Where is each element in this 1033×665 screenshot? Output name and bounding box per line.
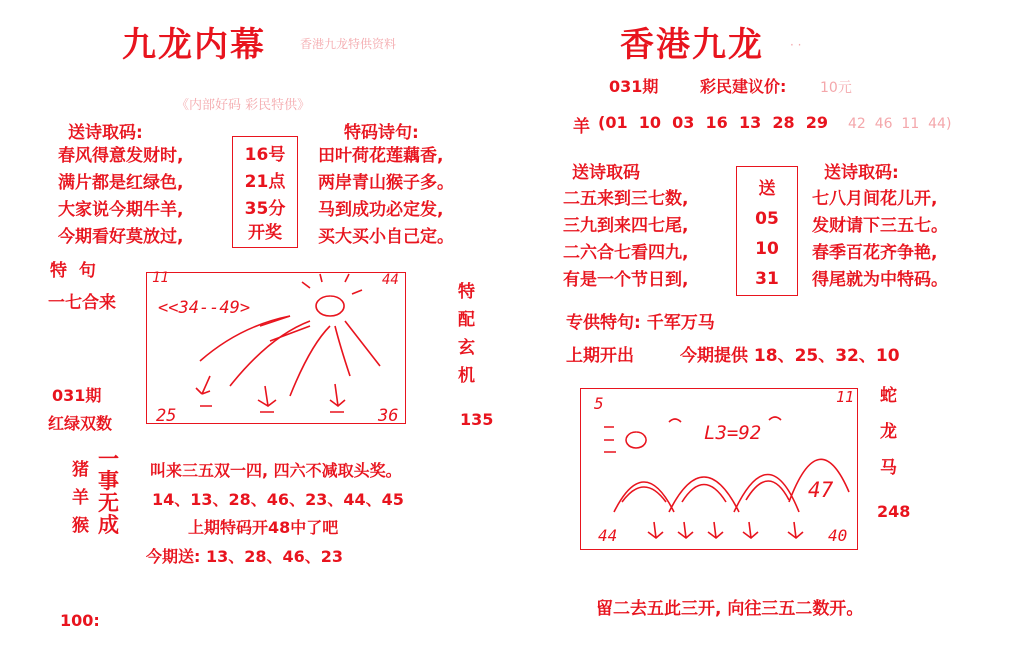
motto-char: 一 (98, 447, 119, 471)
right-title-faint: · · (790, 38, 802, 52)
left-line4: 今期送: 13、28、46、23 (146, 547, 344, 566)
right-drawing (574, 382, 864, 552)
right-send-label-left: 送诗取码 (572, 163, 640, 183)
box-line: 21点 (244, 172, 286, 192)
left-issue: 031期 (52, 386, 102, 405)
box-line: 16号 (244, 145, 286, 165)
poem-line: 有是一个节日到, (563, 270, 689, 290)
right-drawing-n47: 47 (808, 478, 834, 502)
right-drawing-n5: 5 (594, 394, 604, 413)
right-price-faint: 10元 (820, 80, 852, 96)
left-title: 九龙内幕 (122, 25, 266, 65)
poem-line: 二五来到三七数, (563, 189, 689, 209)
left-motto (98, 448, 119, 536)
right-zodiac (880, 378, 897, 486)
box-line: 送 (758, 179, 776, 199)
left-poem-left (58, 143, 183, 251)
left-drawing-scribble: <<34--49> (158, 298, 251, 318)
poem-line: 大家说今期牛羊, (58, 200, 184, 220)
zodiac-char: 蛇 (880, 386, 897, 406)
box-line: 10 (755, 239, 779, 259)
poem-line: 田叶荷花莲藕香, (318, 146, 444, 166)
left-drawing-n11: 11 (152, 270, 169, 286)
zodiac-char: 马 (880, 458, 897, 478)
left-poem-right (318, 143, 454, 251)
box-line: 开奖 (248, 223, 282, 243)
right-row1-prefix: 羊 (573, 117, 590, 137)
right-footer: 留二去五此三开, 向往三五二数开。 (596, 599, 864, 619)
xuanji-char: 特 (458, 282, 475, 302)
right-title: 香港九龙 (620, 25, 764, 65)
right-center-box-text (746, 174, 788, 294)
left-line2: 14、13、28、46、23、44、45 (152, 490, 404, 509)
left-animals (72, 456, 89, 540)
left-title-faint: 香港九龙特供资料 (300, 37, 397, 51)
motto-char: 事 (98, 469, 119, 493)
right-send-label-right: 送诗取码: (824, 163, 899, 183)
xuanji-char: 机 (458, 366, 475, 386)
right-price-label: 彩民建议价: (700, 77, 787, 96)
right-poem-left (563, 186, 688, 294)
left-line3: 上期特码开48中了吧 (188, 518, 339, 537)
left-code-135: 135 (460, 410, 494, 429)
left-price: 100: (60, 611, 100, 630)
poem-line: 二六合七看四九, (563, 243, 689, 263)
right-provide: 今期提供 18、25、32、10 (680, 346, 900, 366)
right-code-248: 248 (877, 502, 911, 521)
right-poem-right (812, 186, 948, 294)
animal-char: 猪 (72, 460, 89, 480)
poem-line: 买大买小自己定。 (318, 227, 454, 247)
left-special-phrase-label: 特 句 (50, 261, 96, 281)
poem-line: 今期看好莫放过, (58, 227, 184, 247)
left-drawing-n25: 25 (156, 406, 177, 426)
right-drawing-n40: 40 (828, 526, 848, 545)
poem-line: 得尾就为中特码。 (812, 270, 948, 290)
poem-line: 两岸青山猴子多。 (318, 173, 454, 193)
poem-line: 春季百花齐争艳, (812, 243, 938, 263)
box-line: 35分 (244, 199, 286, 219)
left-drawing (140, 266, 410, 426)
right-issue: 031期 (609, 77, 659, 96)
left-center-box-text (240, 142, 290, 243)
right-drawing-n11: 11 (836, 388, 855, 406)
box-line: 05 (755, 209, 779, 229)
poem-line: 春风得意发财时, (58, 146, 184, 166)
zodiac-char: 龙 (880, 422, 897, 442)
poem-line: 七八月间花儿开, (812, 189, 938, 209)
left-special-poem-label: 特码诗句: (344, 123, 419, 143)
left-red-green: 红绿双数 (48, 414, 113, 433)
left-special-xuanji (458, 278, 475, 390)
right-drawing-n44: 44 (598, 526, 618, 545)
left-subtitle: 《内部好码 彩民特供》 (176, 98, 311, 113)
right-drawing-scribble: L3=92 (704, 422, 762, 444)
left-line1: 叫来三五双一四, 四六不减取头奖。 (150, 461, 402, 480)
left-send-poem-label: 送诗取码: (68, 123, 143, 143)
motto-char: 无 (98, 491, 119, 515)
box-line: 31 (755, 269, 779, 289)
right-row1-numbers: (01 10 03 16 13 28 29 (598, 113, 829, 132)
xuanji-char: 玄 (458, 338, 475, 358)
xuanji-char: 配 (458, 310, 475, 330)
poem-line: 发财请下三五七。 (812, 216, 948, 236)
left-drawing-n36: 36 (378, 406, 399, 426)
right-last-draw: 上期开出 (566, 346, 634, 366)
motto-char: 成 (98, 513, 119, 537)
sun-icon (626, 432, 646, 448)
poem-line: 马到成功必定发, (318, 200, 444, 220)
left-drawing-n44: 44 (382, 272, 399, 288)
animal-char: 羊 (72, 488, 89, 508)
sun-icon (316, 296, 344, 316)
animal-char: 猴 (72, 516, 89, 536)
right-row1-faint: 42 46 11 44) (848, 116, 952, 132)
poem-line: 满片都是红绿色, (58, 173, 184, 193)
right-special-phrase: 专供特句: 千军万马 (566, 313, 715, 333)
left-special-phrase: 一七合来 (48, 293, 116, 313)
poem-line: 三九到来四七尾, (563, 216, 689, 236)
